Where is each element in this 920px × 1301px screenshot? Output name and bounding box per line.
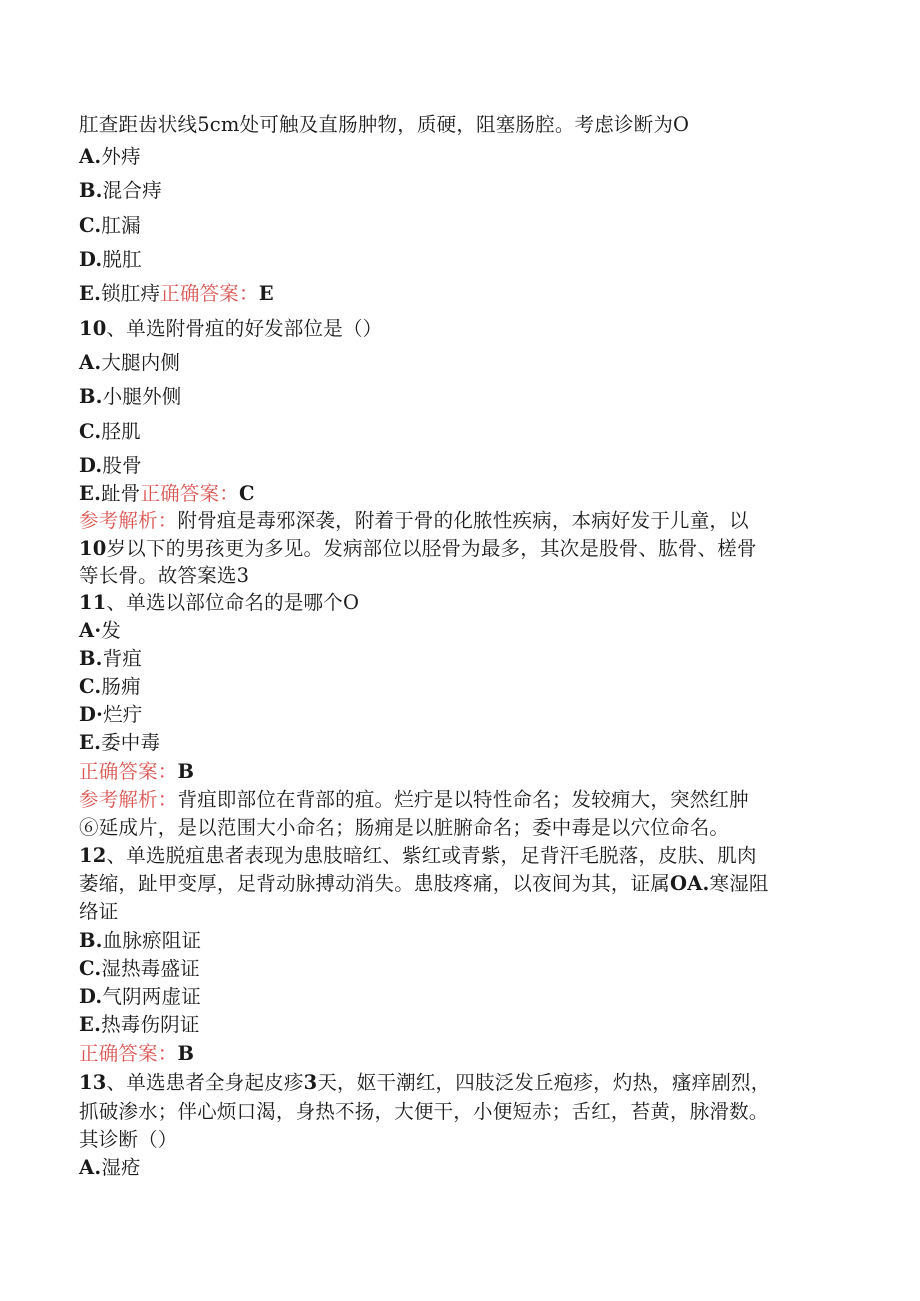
q10-analysis-line-3: 等长骨。故答案选3: [79, 564, 250, 587]
q13-stem-line-2: 抓破渗水；伴心烦口渴，身热不扬，大便干，小便短赤；舌红，苔黄，脉滑数。: [79, 1100, 769, 1123]
q12-stem-line-3: 络证: [79, 900, 119, 923]
q11-option-d: D·烂疔: [79, 703, 143, 726]
q9-option-c: C.肛漏: [79, 214, 141, 237]
q12-stem-line-2: 萎缩，趾甲变厚，足背动脉搏动消失。患肢疼痛，以夜间为其，证属OA.寒湿阻: [79, 872, 769, 895]
q11-option-c: C.肠痈: [79, 675, 141, 698]
q10-option-e: E.趾骨正确答案：C: [79, 482, 255, 505]
q10-stem: 10、单选附骨疽的好发部位是（）: [79, 317, 383, 340]
q9-stem-tail: 肛查距齿状线5cm处可触及直肠肿物，质硬，阻塞肠腔。考虑诊断为O: [79, 113, 690, 136]
q10-answer-label: 正确答案：: [140, 482, 239, 505]
q10-option-c: C.胫肌: [79, 420, 141, 443]
q10-analysis-line-2: 10岁以下的男孩更为多见。发病部位以胫骨为最多，其次是股骨、肱骨、槎骨: [79, 537, 757, 560]
q10-analysis-line-1: 参考解析：附骨疽是毒邪深袭，附着于骨的化脓性疾病，本病好发于儿童，以: [79, 509, 749, 532]
q13-stem-line-3: 其诊断（）: [79, 1128, 178, 1151]
q12-option-c: C.湿热毒盛证: [79, 957, 200, 980]
q9-option-e: E.锁肛痔正确答案：E: [79, 282, 274, 305]
q13-stem-line-1: 13、单选患者全身起皮疹3天，妪干潮红，四肢泛发丘疱疹，灼热，瘙痒剧烈，: [79, 1071, 771, 1094]
q11-stem: 11、单选以部位命名的是哪个O: [79, 591, 360, 614]
q11-option-b: B.背疽: [79, 647, 143, 670]
q11-answer-line: [79, 759, 194, 785]
q11-analysis-line-1: 参考解析：背疽即部位在背部的疽。烂疔是以特性命名；发较痈大，突然红肿: [79, 788, 749, 811]
q12-option-d: D.气阴两虚证: [79, 985, 201, 1008]
q12-answer-label: 正确答案：: [79, 1042, 178, 1065]
q9-option-b: B.混合痔: [79, 179, 162, 202]
q12-answer: B: [177, 1042, 195, 1065]
q11-option-e: E.委中毒: [79, 731, 161, 754]
q11-answer-label: 正确答案：: [79, 760, 178, 783]
q10-option-a: A.大腿内侧: [79, 351, 181, 374]
q9-answer: E: [258, 282, 274, 305]
q10-answer: C: [238, 482, 255, 505]
q12-option-b: B.血脉瘀阻证: [79, 929, 202, 952]
q12-option-e: E.热毒伤阴证: [79, 1013, 200, 1036]
q9-option-d: D.脱肛: [79, 248, 142, 271]
q12-answer-line: [79, 1041, 194, 1067]
q11-analysis-label: 参考解析：: [79, 788, 178, 811]
q10-option-d: D.股骨: [79, 454, 142, 477]
q11-option-a: A·发: [79, 619, 122, 642]
q13-option-a: A.湿疮: [79, 1156, 141, 1179]
q11-answer: B: [177, 760, 195, 783]
q10-option-b: B.小腿外侧: [79, 385, 182, 408]
q10-analysis-label: 参考解析：: [79, 509, 178, 532]
q12-stem-line-1: 12、单选脱疽患者表现为患肢暗红、紫红或青紫，足背汗毛脱落，皮肤、肌肉: [79, 844, 757, 867]
q11-analysis-line-2: ⑥延成片，是以范围大小命名；肠痈是以脏腑命名；委中毒是以穴位命名。: [79, 816, 730, 839]
q9-option-a: A.外痔: [79, 145, 141, 168]
q9-answer-label: 正确答案：: [160, 282, 259, 305]
